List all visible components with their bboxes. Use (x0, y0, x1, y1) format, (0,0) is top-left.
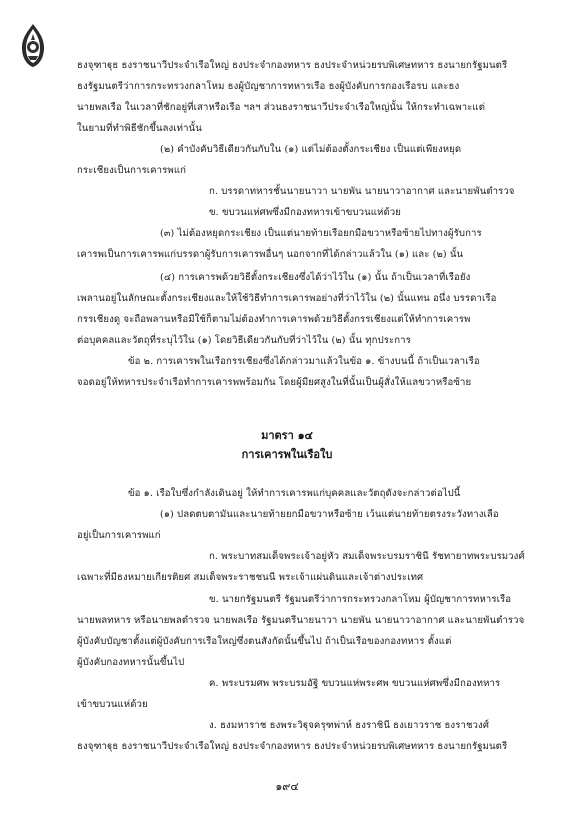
text-line: (๓) ไม่ต้องหยุดกระเชียง เป็นแต่นายท้ายเรือยกมือขวาหรือซ้ายไปทางผู้รับการ (160, 228, 482, 239)
text-line: (๔) การเคารพด้วยวิธีตั้งกระเชียงซึ่งได้ว่าไว้ใน (๑) นั้น ถ้าเป็นเวลาที่เรือยัง (160, 272, 471, 283)
text-line: กรรเชียงดู จะถือพลานหรือมีใช้ก็ตามไม่ต้องทำการเคารพด้วยวิธีตั้งกรรเชียงแต่ให้ทำการเคารพ (77, 314, 471, 325)
text-line: จอดอยู่ให้ทหารประจำเรือทำการเคารพพร้อมกัน โดยผู้มียศสูงในที่นั้นเป็นผู้สั่งให้แลขวาหรือซ้าย (77, 377, 472, 388)
text-line: ข้อ ๑. เรือใบซึ่งกำลังเดินอยู่ ให้ทำการเคารพแก่บุคคลและวัตถุดังจะกล่าวต่อไปนี้ (128, 488, 461, 499)
text-line: นายพลเรือ ในเวลาที่ชักอยู่ที่เสาหรือเรือ ฯลฯ ส่วนธงราชนาวีประจำเรือใหญ่นั้น ให้กระทำเฉพาะแต่ (77, 102, 486, 113)
text-line: ง. ธงมหาราช ธงพระวิฐุจครุฑพ่าห์ ธงราชินี ธงเยาวราช ธงราชวงศ์ (209, 720, 490, 731)
text-line: ข. ขบวนแห่ศพซึ่งมีกองทหารเข้าขบวนแห่ด้วย (209, 207, 401, 218)
text-line: อยู่เป็นการเคารพแก่ (77, 530, 161, 541)
text-line: ธงจุฑาฐุธ ธงราชนาวีประจำเรือใหญ่ ธงประจำกองทหาร ธงประจำหน่วยรบพิเศษทหาร ธงนายกรัฐมนตรี (77, 741, 508, 752)
text-line: ก. บรรดาทหารชั้นนายนาวา นายพัน นายนาวาอากาศ และนายพันตำรวจ (209, 186, 515, 197)
text-line: ก. พระบาทสมเด็จพระเจ้าอยู่หัว สมเด็จพระบรมราชินี รัชทายาทพระบรมวงศ์ (209, 551, 525, 562)
section-title: การเคารพในเรือใบ (241, 448, 333, 461)
text-line: ต่อบุคคลและวัตถุที่ระบุไว้ใน (๑) โดยวิธีเดียวกันกับที่ว่าไว้ใน (๒) นั้น ทุกประการ (77, 335, 411, 346)
text-line: กระเชียงเป็นการเคารพแก่ (77, 165, 187, 176)
text-line: (๒) คำบังคับวิธีเดียวกันกับใน (๑) แต่ไม่ต้องตั้งกระเชียง เป็นแต่เพียงหยุด (160, 144, 462, 155)
text-line: นายพลทหาร หรือนายพลตำรวจ นายพลเรือ รัฐมนตรีนายนาวา นายพัน นายนาวาอากาศ และนายพันตำรวจ (77, 615, 525, 626)
page-number: ๑๙๔ (275, 780, 299, 793)
text-line: เพลานอยู่ในลักษณะตั้งกระเชียงและให้ใช้วิธีทำการเคารพอย่างที่ว่าไว้ใน (๒) นั้นแทน อนึ่ง บรรดาเรือ (77, 293, 497, 304)
text-line: ค. พระบรมศพ พระบรมอัฐิ ขบวนแห่พระศพ ขบวนแห่ศพซึ่งมีกองทหาร (209, 678, 501, 689)
text-line: ข. นายกรัฐมนตรี รัฐมนตรีว่าการกระทรวงกลาโหม ผู้บัญชาการทหารเรือ (209, 594, 512, 605)
text-line: ธงจุฑาฐุธ ธงราชนาวีประจำเรือใหญ่ ธงประจำกองทหาร ธงประจำหน่วยรบพิเศษทหาร ธงนายกรัฐมนตรี (77, 60, 508, 71)
text-line: ข้อ ๒. การเคารพในเรือกรรเชียงซึ่งได้กล่าวมาแล้วในข้อ ๑. ข้างบนนี้ ถ้าเป็นเวลาเรือ (128, 356, 480, 367)
text-line: (๑) ปลดตบตามันและนายท้ายยกมือขวาหรือซ้าย เว้นแต่นายท้ายตรงระวังทางเลือ (160, 509, 499, 520)
text-line: เข้าขบวนแห่ด้วย (77, 699, 148, 710)
text-line: เฉพาะที่มีธงหมายเกียรติยศ สมเด็จพระราชชนนี พระเจ้าแผ่นดินและเจ้าต่างประเทศ (77, 572, 424, 583)
section-heading: มาตรา ๑๔ (261, 429, 313, 442)
navy-emblem-logo (18, 22, 48, 68)
text-line: ผู้บังคับกองทหารนั้นขึ้นไป (77, 657, 185, 668)
text-line: ธงรัฐมนตรีว่าการกระทรวงกลาโหม ธงผู้บัญชาการทหารเรือ ธงผู้บังคับการกองเรือรบ และธง (77, 81, 460, 92)
text-line: เคารพเป็นการเคารพแก่บรรดาผู้รับการเคารพอื่นๆ นอกจากที่ได้กล่าวแล้วใน (๑) และ (๒) นั้น (77, 249, 464, 260)
text-line: ในยามที่ทำพิธีชักขึ้นลงเท่านั้น (77, 123, 202, 134)
text-line: ผู้บังคับบัญชาตั้งแต่ผู้บังคับการเรือใหญ่ซึ่งตนสังกัดนั้นขึ้นไป ถ้าเป็นเรือของกองทหาร ตั้งแต่ (77, 636, 452, 647)
